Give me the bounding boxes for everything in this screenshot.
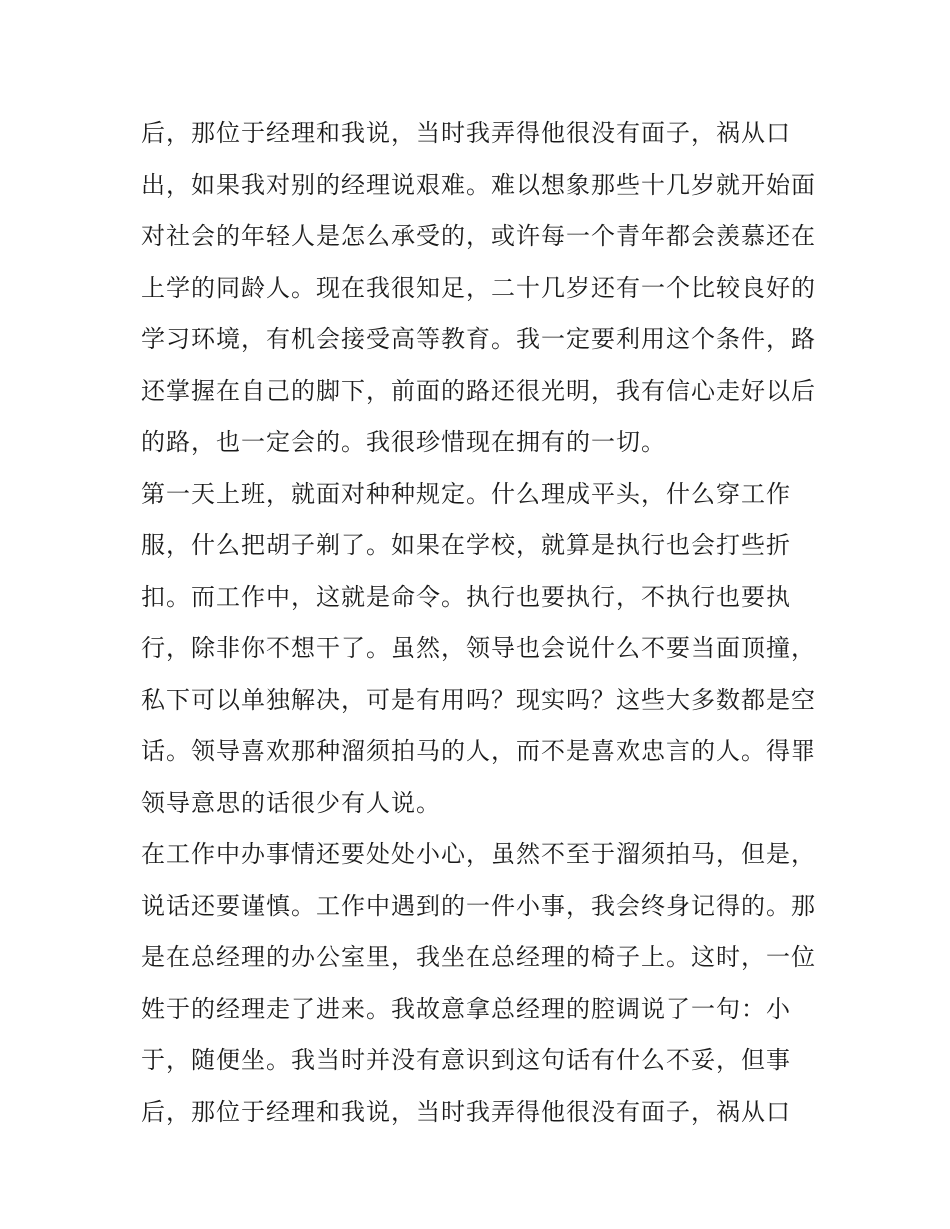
text-line: 是在总经理的办公室里，我坐在总经理的椅子上。这时，一位 — [141, 943, 816, 971]
text-line: 还掌握在自己的脚下，前面的路还很光明，我有信心走好以后 — [141, 376, 816, 405]
text-line: 后，那位于经理和我说，当时我弄得他很没有面子，祸从口 — [141, 119, 791, 147]
text-line: 姓于的经理走了进来。我故意拿总经理的腔调说了一句：小 — [141, 994, 791, 1023]
text-line: 私下可以单独解决，可是有用吗？现实吗？这些大多数都是空 — [141, 685, 816, 714]
text-line: 出，如果我对别的经理说艰难。难以想象那些十几岁就开始面 — [141, 170, 816, 199]
text-line: 学习环境，有机会接受高等教育。我一定要利用这个条件，路 — [141, 325, 816, 353]
text-line: 服，什么把胡子剃了。如果在学校，就算是执行也会打些折 — [141, 531, 791, 559]
text-line: 行，除非你不想干了。虽然，领导也会说什么不要当面顶撞， — [141, 634, 816, 662]
text-line: 说话还要谨慎。工作中遇到的一件小事，我会终身记得的。那 — [141, 891, 816, 920]
text-line: 的路，也一定会的。我很珍惜现在拥有的一切。 — [141, 428, 666, 456]
text-line: 于，随便坐。我当时并没有意识到这句话有什么不妥，但事 — [141, 1046, 791, 1074]
text-line: 话。领导喜欢那种溜须拍马的人，而不是喜欢忠言的人。得罪 — [141, 737, 816, 765]
text-line: 在工作中办事情还要处处小心，虽然不至于溜须拍马，但是， — [141, 840, 816, 868]
body-text — [141, 108, 816, 1138]
text-line: 对社会的年轻人是怎么承受的，或许每一个青年都会羡慕还在 — [141, 222, 816, 250]
text-line: 上学的同龄人。现在我很知足，二十几岁还有一个比较良好的 — [141, 273, 816, 302]
text-line: 第一天上班，就面对种种规定。什么理成平头，什么穿工作 — [141, 479, 791, 508]
text-line: 扣。而工作中，这就是命令。执行也要执行，不执行也要执 — [141, 582, 791, 611]
text-line: 领导意思的话很少有人说。 — [141, 788, 441, 817]
text-line: 后，那位于经理和我说，当时我弄得他很没有面子，祸从口 — [141, 1097, 791, 1126]
